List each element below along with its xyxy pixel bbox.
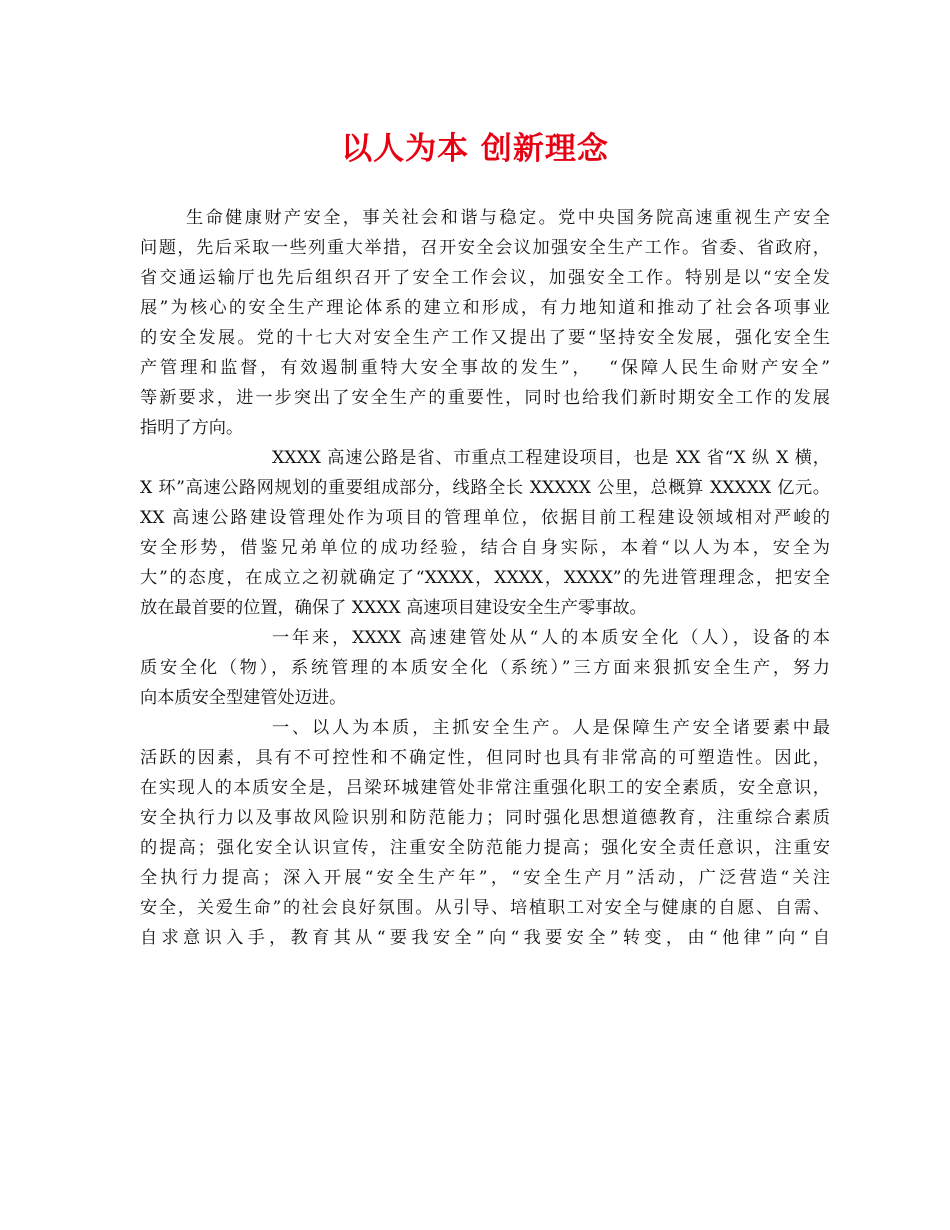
paragraph-line: X 环”高速公路网规划的重要组成部分，线路全长 XXXXX 公里，总概算 XXXXX 亿元。 [140, 478, 830, 498]
paragraph-line: 安全执行力以及事故风险识别和防范能力；同时强化思想道德教育，注重综合素质 [140, 808, 830, 828]
paragraph-line: 的提高；强化安全认识宣传，注重安全防范能力提高；强化安全责任意识，注重安 [140, 838, 830, 858]
paragraph [140, 443, 830, 623]
paragraph-line: 在实现人的本质安全是，吕梁环城建管处非常注重强化职工的安全素质，安全意识， [140, 778, 830, 798]
paragraph-line: 生命健康财产安全，事关社会和谐与稳定。党中央国务院高速重视生产安全 [186, 208, 830, 228]
paragraph-line: 一年来，XXXX 高速建管处从“人的本质安全化（人），设备的本 [272, 628, 830, 648]
paragraph-line: 等新要求，进一步突出了安全生产的重要性，同时也给我们新时期安全工作的发展 [140, 388, 830, 408]
paragraph-line: 展”为核心的安全生产理论体系的建立和形成，有力地知道和推动了社会各项事业 [140, 298, 830, 318]
paragraph-line: 放在最首要的位置，确保了 XXXX 高速项目建设安全生产零事故。 [140, 598, 647, 618]
paragraph [140, 713, 830, 953]
paragraph-line: 安全，关爱生命”的社会良好氛围。从引导、培植职工对安全与健康的自愿、自需、 [140, 898, 830, 918]
paragraph [140, 203, 830, 443]
paragraph-line: 省交通运输厅也先后组织召开了安全工作会议，加强安全工作。特别是以“安全发 [140, 268, 830, 288]
paragraph-line: XXXX 高速公路是省、市重点工程建设项目，也是 XX 省“X 纵 X 横， [272, 448, 830, 468]
paragraph-line: 自求意识入手，教育其从“要我安全”向“我要安全”转变，由“他律”向“自 [140, 928, 830, 948]
paragraph-line: 质安全化（物），系统管理的本质安全化（系统）”三方面来狠抓安全生产，努力 [140, 658, 830, 678]
paragraph-line: 产管理和监督，有效遏制重特大安全事故的发生”， “保障人民生命财产安全” [140, 358, 830, 378]
paragraph-line: 问题，先后采取一些列重大举措，召开安全会议加强安全生产工作。省委、省政府， [140, 238, 830, 258]
paragraph-line: 大”的态度，在成立之初就确定了“XXXX，XXXX，XXXX”的先进管理理念，把安全 [140, 568, 830, 588]
document-body [140, 203, 830, 953]
paragraph-line: 全执行力提高；深入开展“安全生产年”，“安全生产月”活动，广泛营造“关注 [140, 868, 830, 888]
paragraph-line: 向本质安全型建管处迈进。 [140, 688, 347, 708]
paragraph [140, 623, 830, 713]
paragraph-line: 安全形势，借鉴兄弟单位的成功经验，结合自身实际，本着“以人为本，安全为 [140, 538, 830, 558]
paragraph-line: 的安全发展。党的十七大对安全生产工作又提出了要“坚持安全发展，强化安全生 [140, 328, 830, 348]
paragraph-line: 指明了方向。 [140, 418, 244, 438]
paragraph-line: 一、以人为本质，主抓安全生产。人是保障生产安全诸要素中最 [272, 718, 830, 738]
paragraph-line: XX 高速公路建设管理处作为项目的管理单位，依据目前工程建设领域相对严峻的 [140, 508, 830, 528]
paragraph-line: 活跃的因素，具有不可控性和不确定性，但同时也具有非常高的可塑造性。因此， [140, 748, 830, 768]
document-title: 以人为本 创新理念 [341, 131, 609, 167]
